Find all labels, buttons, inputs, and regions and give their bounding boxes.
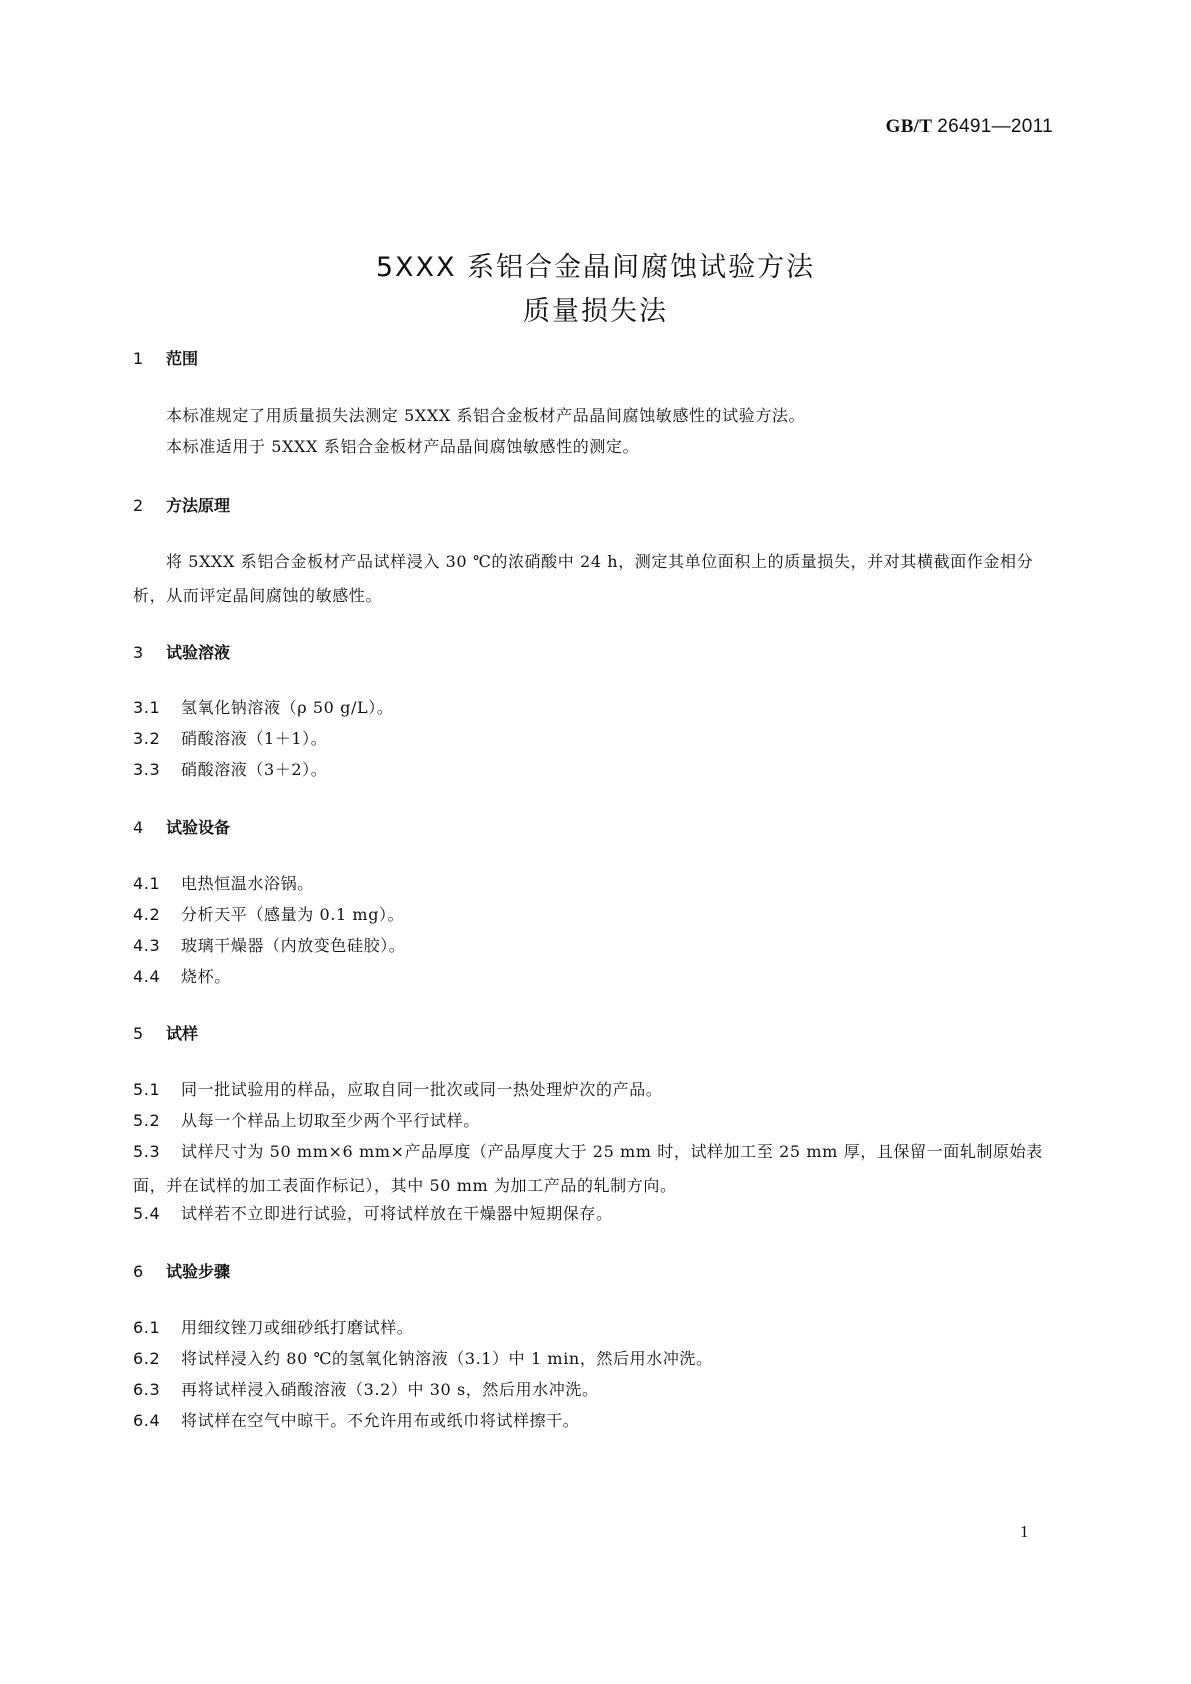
item-number: 6.4 bbox=[133, 1411, 161, 1430]
list-item bbox=[133, 753, 1057, 787]
paragraph: 将 5XXX 系铝合金板材产品试样浸入 30 ℃的浓硝酸中 24 h，测定其单位面积上的质量损失，并对其横截面作金相分析，从而评定晶间腐蚀的敏感性。 bbox=[133, 552, 1034, 605]
section-title: 试验步骤 bbox=[166, 1262, 231, 1281]
item-number: 4.1 bbox=[133, 874, 161, 893]
item-number: 6.3 bbox=[133, 1380, 161, 1399]
item-text: 将试样在空气中晾干。不允许用布或纸巾将试样擦干。 bbox=[181, 1411, 580, 1430]
section-heading-4 bbox=[133, 815, 230, 838]
item-number: 4.2 bbox=[133, 905, 161, 924]
section-title: 范围 bbox=[166, 349, 199, 368]
item-text: 将试样浸入约 80 ℃的氢氧化钠溶液（3.1）中 1 min，然后用水冲洗。 bbox=[181, 1349, 713, 1368]
item-text: 分析天平（感量为 0.1 mg）。 bbox=[181, 905, 405, 924]
section-heading-6 bbox=[133, 1259, 230, 1282]
list-item bbox=[133, 1104, 1057, 1138]
list-item bbox=[133, 1197, 1057, 1231]
section-number: 6 bbox=[133, 1262, 144, 1281]
section-heading-5 bbox=[133, 1021, 198, 1044]
item-number: 6.2 bbox=[133, 1349, 161, 1368]
list-item bbox=[133, 1342, 1057, 1376]
standard-code bbox=[886, 116, 1053, 138]
paragraph: 本标准适用于 5XXX 系铝合金板材产品晶间腐蚀敏感性的测定。 bbox=[166, 437, 640, 456]
section-number: 1 bbox=[133, 349, 144, 368]
item-number: 5.1 bbox=[133, 1080, 161, 1099]
list-item bbox=[133, 691, 1057, 725]
title-line-1: 5XXX 系铝合金晶间腐蚀试验方法 bbox=[375, 252, 816, 284]
title-line-2: 质量损失法 bbox=[523, 296, 668, 328]
item-number: 5.3 bbox=[133, 1142, 161, 1161]
section-title: 试验设备 bbox=[166, 818, 231, 837]
section-heading-2 bbox=[133, 493, 230, 516]
document-title bbox=[0, 246, 1191, 334]
item-number: 3.2 bbox=[133, 729, 161, 748]
section-number: 3 bbox=[133, 643, 144, 662]
section-heading-1 bbox=[133, 346, 198, 369]
item-text: 试样尺寸为 50 mm×6 mm×产品厚度（产品厚度大于 25 mm 时，试样加工至 25 mm 厚，且保留一面轧制原始表面，并在试样的加工表面作标记），其中 50 mm 为加工产品的轧制方向。 bbox=[133, 1142, 1043, 1195]
list-item bbox=[133, 722, 1057, 756]
item-text: 硝酸溶液（3＋2）。 bbox=[181, 760, 328, 779]
section-title: 试样 bbox=[166, 1024, 199, 1043]
standard-prefix: GB/T bbox=[885, 116, 933, 137]
list-item bbox=[133, 1311, 1057, 1345]
item-number: 4.4 bbox=[133, 967, 161, 986]
section-heading-3 bbox=[133, 640, 230, 663]
item-number: 4.3 bbox=[133, 936, 161, 955]
list-item bbox=[133, 1073, 1057, 1107]
item-text: 电热恒温水浴锅。 bbox=[181, 874, 314, 893]
item-number: 3.3 bbox=[133, 760, 161, 779]
item-text: 再将试样浸入硝酸溶液（3.2）中 30 s，然后用水冲洗。 bbox=[181, 1380, 599, 1399]
list-item bbox=[133, 960, 1057, 994]
section-number: 5 bbox=[133, 1024, 144, 1043]
item-number: 3.1 bbox=[133, 698, 161, 717]
standard-number: 26491—2011 bbox=[937, 116, 1053, 137]
section-number: 4 bbox=[133, 818, 144, 837]
item-number: 5.2 bbox=[133, 1111, 161, 1130]
section-title: 方法原理 bbox=[166, 496, 231, 515]
item-text: 玻璃干燥器（内放变色硅胶）。 bbox=[181, 936, 406, 955]
item-text: 从每一个样品上切取至少两个平行试样。 bbox=[181, 1111, 480, 1130]
list-item bbox=[133, 1373, 1057, 1407]
item-text: 同一批试验用的样品，应取自同一批次或同一热处理炉次的产品。 bbox=[181, 1080, 663, 1099]
item-text: 硝酸溶液（1＋1）。 bbox=[181, 729, 328, 748]
item-number: 5.4 bbox=[133, 1204, 161, 1223]
item-text: 氢氧化钠溶液（ρ 50 g/L）。 bbox=[181, 698, 394, 717]
list-item bbox=[133, 898, 1057, 932]
list-item bbox=[133, 1135, 1057, 1203]
list-item bbox=[133, 929, 1057, 963]
item-text: 烧杯。 bbox=[181, 967, 231, 986]
list-item bbox=[133, 867, 1057, 901]
list-item bbox=[133, 1404, 1057, 1438]
paragraph: 本标准规定了用质量损失法测定 5XXX 系铝合金板材产品晶间腐蚀敏感性的试验方法。 bbox=[166, 406, 806, 425]
item-text: 用细纹锉刀或细砂纸打磨试样。 bbox=[181, 1318, 414, 1337]
item-text: 试样若不立即进行试验，可将试样放在干燥器中短期保存。 bbox=[181, 1204, 613, 1223]
item-number: 6.1 bbox=[133, 1318, 161, 1337]
section-title: 试验溶液 bbox=[166, 643, 231, 662]
page-number: 1 bbox=[1020, 1522, 1029, 1541]
section-number: 2 bbox=[133, 496, 144, 515]
